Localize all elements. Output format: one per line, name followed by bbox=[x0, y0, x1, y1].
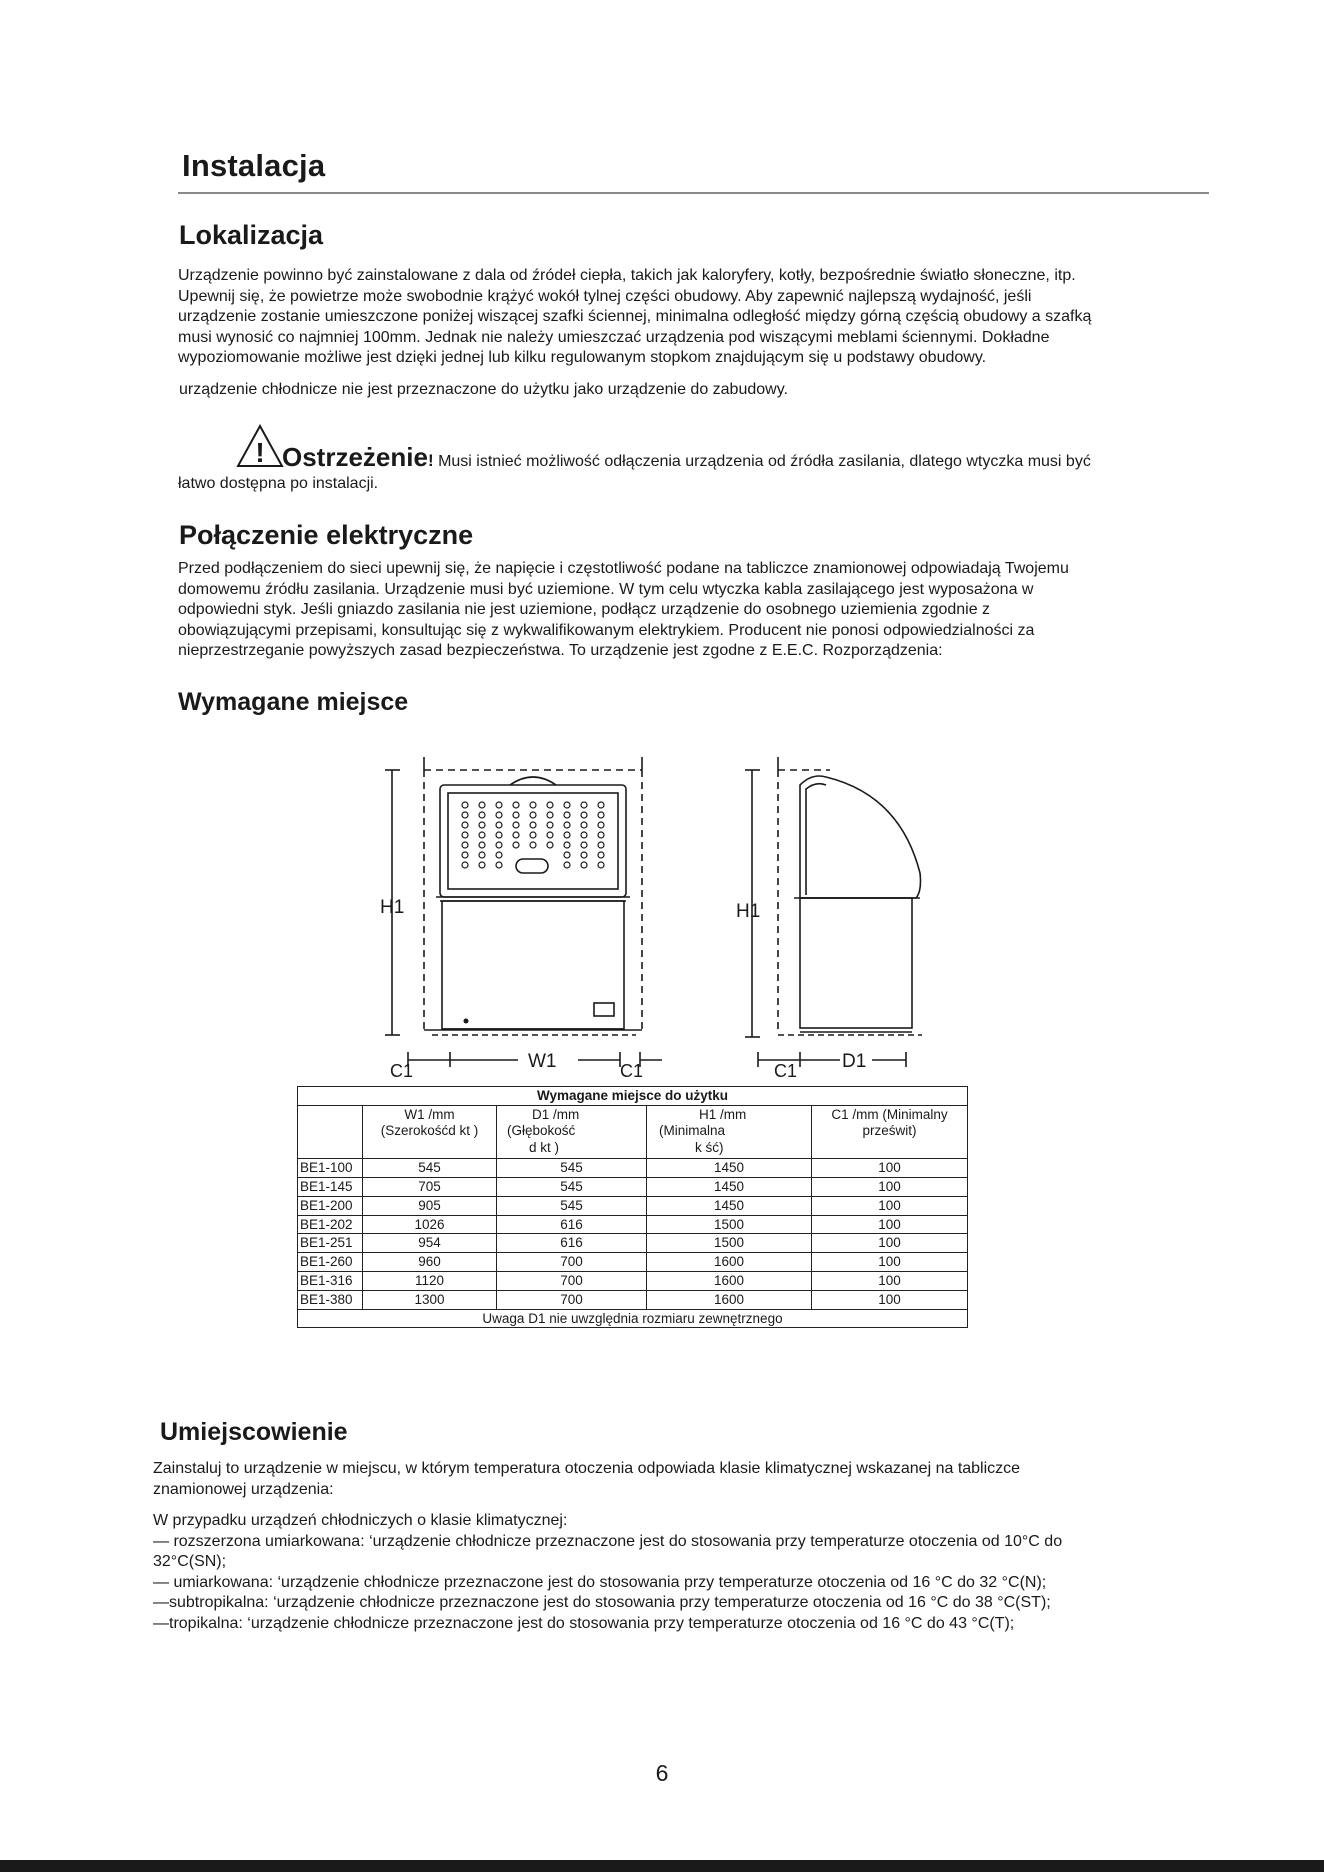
table-cell-d1: 616 bbox=[497, 1215, 647, 1234]
lid-dot bbox=[462, 832, 468, 838]
table-cell-model: BE1-202 bbox=[298, 1215, 363, 1234]
table-cell-c1: 100 bbox=[812, 1253, 968, 1272]
lid-dot bbox=[564, 832, 570, 838]
lid-dot bbox=[496, 852, 502, 858]
lid-dot bbox=[479, 802, 485, 808]
table-cell-d1: 700 bbox=[497, 1290, 647, 1309]
table-row bbox=[298, 1178, 968, 1197]
lid-dot bbox=[581, 842, 587, 848]
dimension-label-h1: H1 bbox=[380, 897, 405, 918]
lid-dot bbox=[496, 862, 502, 868]
lid-dot bbox=[564, 812, 570, 818]
text-line: znamionowej urządzenia: bbox=[153, 1480, 334, 1498]
table-cell-c1: 100 bbox=[812, 1159, 968, 1178]
section-heading-umiejscowienie: Umiejscowienie bbox=[160, 1418, 348, 1446]
table-row bbox=[298, 1234, 968, 1253]
table-cell-model: BE1-260 bbox=[298, 1253, 363, 1272]
table-cell-d1: 616 bbox=[497, 1234, 647, 1253]
side-view-diagram bbox=[730, 755, 930, 1085]
list-item: 32°C(SN); bbox=[153, 1553, 227, 1570]
lid-dot bbox=[513, 812, 519, 818]
text-line: domowemu źródłu zasilania. Urządzenie musi być uziemione. W tym celu wtyczka kabla zasilającego jest wyposażona w bbox=[178, 580, 1034, 598]
bottom-border bbox=[0, 1860, 1324, 1872]
page-number: 6 bbox=[655, 1760, 669, 1786]
dimension-label-w1: W1 bbox=[528, 1051, 557, 1072]
lid-dot bbox=[581, 812, 587, 818]
section-heading-lokalizacja: Lokalizacja bbox=[179, 220, 324, 250]
table-cell-c1: 100 bbox=[812, 1234, 968, 1253]
warning-line-2: łatwo dostępna po instalacji. bbox=[178, 475, 379, 492]
lid-dot bbox=[598, 852, 604, 858]
lid-dot bbox=[462, 842, 468, 848]
lid-dot bbox=[462, 862, 468, 868]
title-divider bbox=[178, 192, 1209, 194]
table-cell-h1: 1450 bbox=[647, 1159, 812, 1178]
text-line: urządzenie zostanie umieszczone poniżej wiszącej szafki ściennej, minimalna odległość między górną częścią obudowy a szafką bbox=[178, 308, 1092, 325]
table-cell-model: BE1-100 bbox=[298, 1159, 363, 1178]
table-row bbox=[298, 1159, 968, 1178]
header-cell-empty bbox=[298, 1105, 363, 1159]
table-cell-d1: 545 bbox=[497, 1178, 647, 1197]
table-header-row bbox=[298, 1105, 968, 1159]
lid-dot bbox=[513, 842, 519, 848]
lid-dot bbox=[547, 842, 553, 848]
lid-dot bbox=[598, 822, 604, 828]
table-cell-model: BE1-251 bbox=[298, 1234, 363, 1253]
dimension-label-c1: C1 bbox=[774, 1061, 798, 1081]
table-cell-c1: 100 bbox=[812, 1196, 968, 1215]
table-cell-h1: 1600 bbox=[647, 1290, 812, 1309]
lid-dot bbox=[564, 802, 570, 808]
table-cell-w1: 960 bbox=[363, 1253, 497, 1272]
lid-dot bbox=[462, 802, 468, 808]
lid-dot bbox=[581, 832, 587, 838]
list-item: — umiarkowana: ‘urządzenie chłodnicze przeznaczone jest do stosowania przy temperaturze otoczenia od 16 °C do 32 °C(N); bbox=[153, 1573, 1047, 1591]
table-cell-c1: 100 bbox=[812, 1290, 968, 1309]
table-cell-w1: 545 bbox=[363, 1159, 497, 1178]
warning-triangle-icon bbox=[236, 424, 284, 468]
table-cell-h1: 1600 bbox=[647, 1272, 812, 1291]
table-cell-model: BE1-200 bbox=[298, 1196, 363, 1215]
table-cell-h1: 1600 bbox=[647, 1253, 812, 1272]
list-item: —tropikalna: ‘urządzenie chłodnicze przeznaczone jest do stosowania przy temperaturze otoczenia od 16 °C do 43 °C(T); bbox=[153, 1614, 1015, 1632]
table-cell-d1: 700 bbox=[497, 1253, 647, 1272]
lid-dot bbox=[547, 832, 553, 838]
lid-dot bbox=[496, 832, 502, 838]
lid-dot bbox=[530, 822, 536, 828]
lid-dot bbox=[598, 842, 604, 848]
lid-dot bbox=[479, 842, 485, 848]
warning-line-1 bbox=[282, 442, 1091, 473]
table-cell-w1: 705 bbox=[363, 1178, 497, 1197]
lid-dot bbox=[462, 812, 468, 818]
table-cell-c1: 100 bbox=[812, 1272, 968, 1291]
lid-dot bbox=[513, 822, 519, 828]
table-note-row bbox=[298, 1309, 968, 1328]
lid-dot bbox=[496, 812, 502, 818]
table-cell-d1: 545 bbox=[497, 1196, 647, 1215]
table-cell-w1: 905 bbox=[363, 1196, 497, 1215]
table-cell-h1: 1500 bbox=[647, 1234, 812, 1253]
header-cell-h1: H1 /mm (Minimalna k ść) bbox=[647, 1105, 812, 1159]
lid-dot bbox=[479, 852, 485, 858]
dimension-label-h1: H1 bbox=[736, 901, 761, 922]
table-cell-model: BE1-380 bbox=[298, 1290, 363, 1309]
table-row bbox=[298, 1196, 968, 1215]
lid-dot bbox=[564, 862, 570, 868]
dimension-label-c1-left: C1 bbox=[390, 1061, 414, 1081]
text-line: Urządzenie powinno być zainstalowane z dala od źródeł ciepła, takich jak kaloryfery, kotły, bezpośrednie światło słoneczne, itp. bbox=[178, 267, 1076, 284]
lid-dot bbox=[496, 802, 502, 808]
text-line: Upewnij się, że powietrze może swobodnie krążyć wokół tylnej części obudowy. Aby zapewnić najlepszą wydajność, jeśli bbox=[178, 287, 1032, 305]
climate-classes-list bbox=[153, 1511, 1213, 1634]
list-item: — rozszerzona umiarkowana: ‘urządzenie chłodnicze przeznaczone jest do stosowania przy temperaturze otoczenia od 10°C do bbox=[153, 1532, 1063, 1550]
lid-dot bbox=[479, 862, 485, 868]
table-caption: Wymagane miejsce do użytku bbox=[298, 1087, 968, 1106]
warning-title: Ostrzeżenie bbox=[282, 442, 428, 472]
lid-dot bbox=[462, 822, 468, 828]
header-cell-c1: C1 /mm (Minimalny prześwit) bbox=[812, 1105, 968, 1159]
front-view-diagram bbox=[370, 755, 670, 1085]
lid-dot bbox=[530, 802, 536, 808]
dimension-label-c1-right: C1 bbox=[620, 1061, 644, 1081]
lid-dot bbox=[564, 822, 570, 828]
lokalizacja-paragraph bbox=[178, 266, 1213, 369]
lid-dot bbox=[530, 812, 536, 818]
table-caption-row bbox=[298, 1087, 968, 1106]
built-in-note bbox=[179, 380, 788, 401]
lid-dot bbox=[547, 822, 553, 828]
table-cell-c1: 100 bbox=[812, 1215, 968, 1234]
lid-dot bbox=[598, 862, 604, 868]
table-cell-h1: 1450 bbox=[647, 1178, 812, 1197]
table-cell-h1: 1500 bbox=[647, 1215, 812, 1234]
text-line: urządzenie chłodnicze nie jest przeznaczone do użytku jako urządzenie do zabudowy. bbox=[179, 381, 788, 398]
header-cell-d1: D1 /mm (Głębokość d kt ) bbox=[497, 1105, 647, 1159]
umiejscowienie-intro bbox=[153, 1459, 1213, 1500]
text-line: musi wynosić co najmniej 100mm. Jednak nie należy umieszczać urządzenia pod wiszącymi meblami ściennymi. Dokładne bbox=[178, 328, 1050, 346]
table-cell-w1: 954 bbox=[363, 1234, 497, 1253]
lid-dot bbox=[598, 812, 604, 818]
lid-dot bbox=[496, 842, 502, 848]
section-heading-polaczenie: Połączenie elektryczne bbox=[179, 520, 474, 550]
table-cell-c1: 100 bbox=[812, 1178, 968, 1197]
dimension-label-d1: D1 bbox=[842, 1051, 867, 1072]
lid-dot bbox=[479, 812, 485, 818]
lid-dot bbox=[530, 842, 536, 848]
table-cell-w1: 1300 bbox=[363, 1290, 497, 1309]
lid-dot bbox=[547, 802, 553, 808]
lid-dot bbox=[598, 802, 604, 808]
lid-dot bbox=[581, 822, 587, 828]
lid-dot bbox=[581, 862, 587, 868]
lid-dot bbox=[547, 812, 553, 818]
warning-text: Musi istnieć możliwość odłączenia urządzenia od źródła zasilania, dlatego wtyczka musi być bbox=[433, 453, 1091, 470]
lid-dot bbox=[496, 822, 502, 828]
lid-dot bbox=[581, 802, 587, 808]
table-row bbox=[298, 1290, 968, 1309]
table-cell-d1: 545 bbox=[497, 1159, 647, 1178]
text-line: wypoziomowanie możliwe jest dzięki jednej lub kilku regulowanym stopkom znajdującym się u podstawy obudowy. bbox=[178, 349, 987, 366]
text-line: Zainstaluj to urządzenie w miejscu, w którym temperatura otoczenia odpowiada klasie klimatycznej wskazanej na tabliczce bbox=[153, 1460, 1021, 1477]
lid-dot bbox=[581, 852, 587, 858]
text-line: Przed podłączeniem do sieci upewnij się, że napięcie i częstotliwość podane na tabliczce znamionowej odpowiadają Twojemu bbox=[178, 560, 1069, 577]
header-cell-w1: W1 /mm (Szerokośćd kt ) bbox=[363, 1105, 497, 1159]
lid-dot bbox=[564, 842, 570, 848]
lid-dot bbox=[598, 832, 604, 838]
table-note: Uwaga D1 nie uwzględnia rozmiaru zewnętrznego bbox=[298, 1309, 968, 1328]
table-cell-w1: 1120 bbox=[363, 1272, 497, 1291]
table-cell-model: BE1-316 bbox=[298, 1272, 363, 1291]
section-heading-wymagane: Wymagane miejsce bbox=[178, 688, 409, 716]
lid-dot bbox=[462, 852, 468, 858]
lid-dot bbox=[530, 832, 536, 838]
warning-exclamation: ! bbox=[427, 451, 434, 470]
table-cell-w1: 1026 bbox=[363, 1215, 497, 1234]
table-row bbox=[298, 1272, 968, 1291]
text-line: odpowiedni styk. Jeśli gniazdo zasilania nie jest uziemione, podłącz urządzenie do osobnego uziemienia zgodnie z bbox=[178, 601, 991, 618]
list-item: W przypadku urządzeń chłodniczych o klasie klimatycznej: bbox=[153, 1512, 568, 1529]
page-title: Instalacja bbox=[182, 148, 326, 183]
required-space-table bbox=[297, 1086, 968, 1328]
table-row bbox=[298, 1215, 968, 1234]
text-line: obowiązującymi przepisami, konsultując się z wykwalifikowanym elektrykiem. Producent nie ponosi odpowiedzialności za bbox=[178, 621, 1035, 639]
text-line: nieprzestrzeganie powyższych zasad bezpieczeństwa. To urządzenie jest zgodne z E.E.C. Rozporządzenia: bbox=[178, 642, 943, 659]
table-row bbox=[298, 1253, 968, 1272]
table-cell-h1: 1450 bbox=[647, 1196, 812, 1215]
lid-dot bbox=[479, 822, 485, 828]
lid-dot bbox=[479, 832, 485, 838]
table-cell-d1: 700 bbox=[497, 1272, 647, 1291]
warning-icon-glyph: ! bbox=[255, 437, 265, 468]
lid-dot bbox=[513, 832, 519, 838]
lid-dot bbox=[564, 852, 570, 858]
list-item: —subtropikalna: ‘urządzenie chłodnicze przeznaczone jest do stosowania przy temperaturze otoczenia od 16 °C do 38 °C(ST); bbox=[153, 1594, 1051, 1611]
table-cell-model: BE1-145 bbox=[298, 1178, 363, 1197]
lid-dot bbox=[513, 802, 519, 808]
polaczenie-paragraph bbox=[178, 559, 1213, 662]
